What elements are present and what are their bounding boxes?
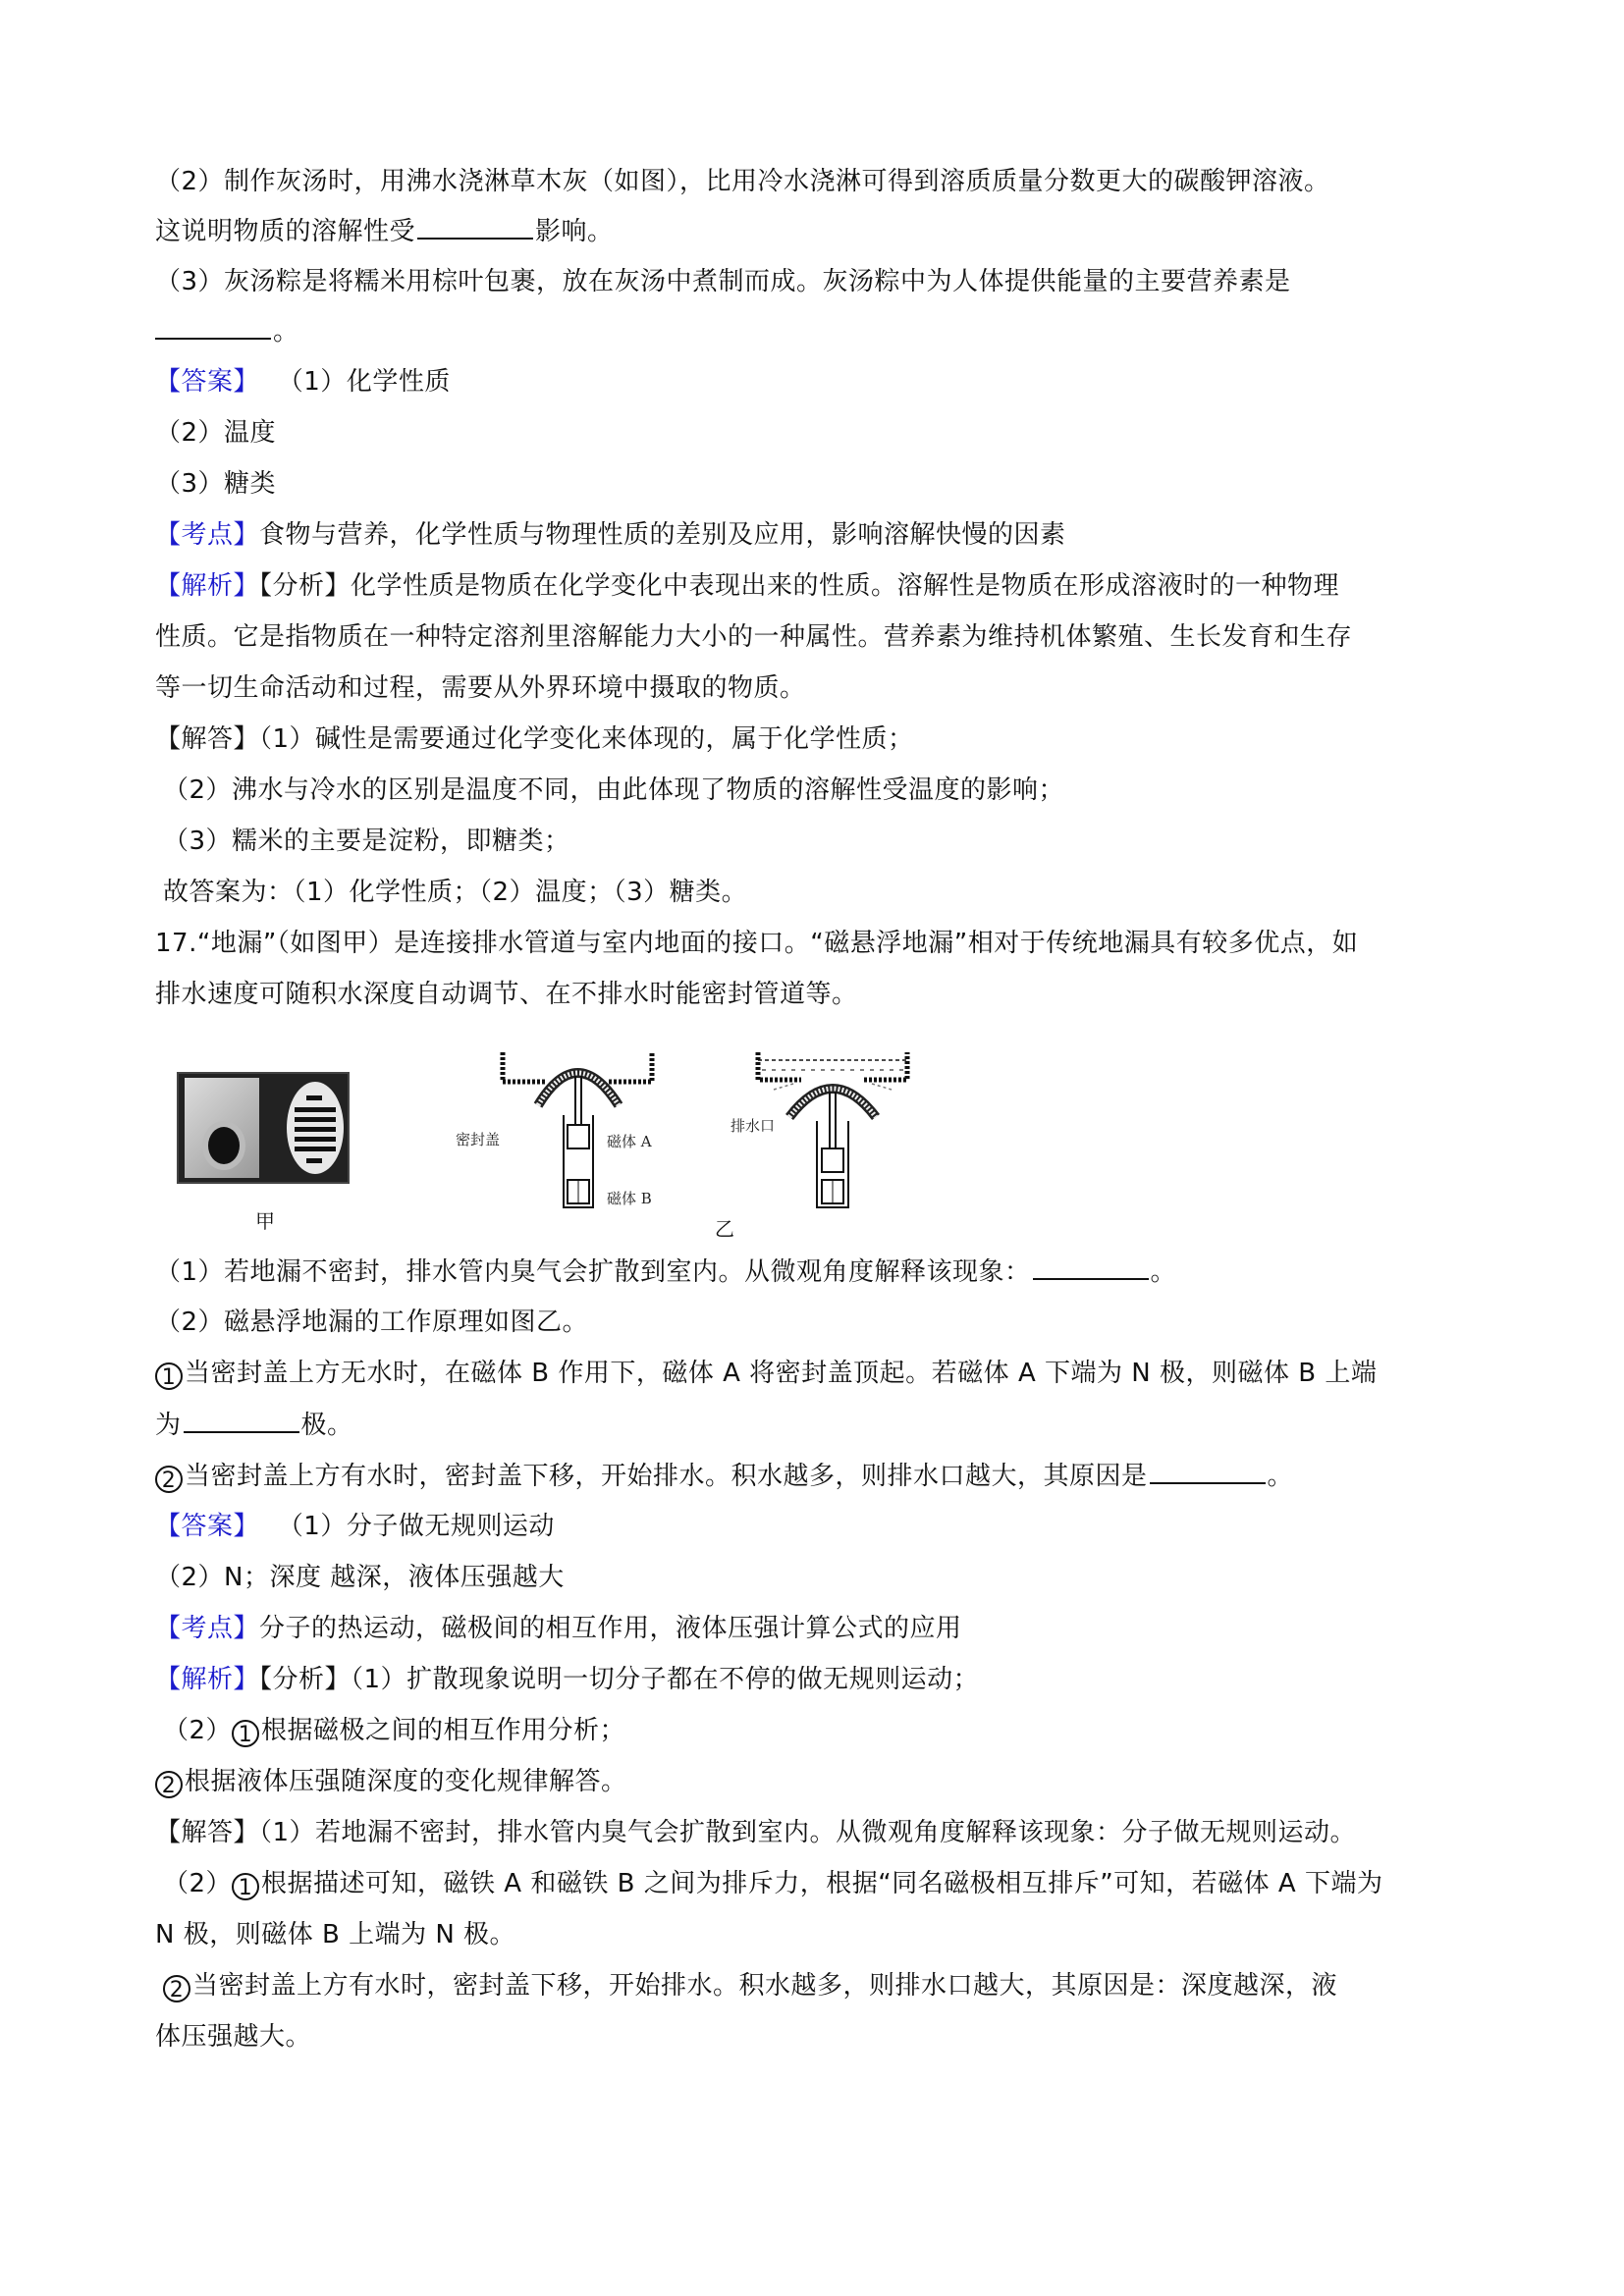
- circled-number-1: 1: [155, 1362, 183, 1390]
- q17-fenxi-3: [155, 1765, 627, 1798]
- label-outlet: 排水口: [731, 1117, 776, 1135]
- q16-part3-line1: （3）灰汤粽是将糯米用棕叶包裹，放在灰汤中煮制而成。灰汤粽中为人体提供能量的主要营养素是: [155, 267, 1291, 296]
- q17-fenxi-1: （1）扩散现象说明一切分子都在不停的做无规则运动；: [351, 1665, 980, 1694]
- q16-part3-line2: [155, 314, 299, 348]
- q17-jieda-2-prefix: （2）: [163, 1869, 233, 1898]
- circled-number-2: 2: [155, 1771, 183, 1798]
- q16-fenxi-line3: 等一切生命活动和过程，需要从外界环境中摄取的物质。: [155, 673, 806, 703]
- q17-sub1-end: 极。: [300, 1411, 353, 1440]
- magnetic-drain-diagram-wet: [754, 1041, 911, 1217]
- q16-fenxi-line2: 性质。它是指物质在一种特定溶剂里溶解能力大小的一种属性。营养素为维持机体繁殖、生长发育和生存: [155, 622, 1353, 652]
- q17-jiexi-line1: [155, 1663, 979, 1696]
- q17-stem-line1: 17.“地漏”（如图甲）是连接排水管道与室内地面的接口。“磁悬浮地漏”相对于传统地漏具有较多优点，如: [155, 929, 1359, 958]
- q17-answer-1: （1）分子做无规则运动: [277, 1512, 555, 1541]
- q16-jieda-line1: [155, 722, 914, 756]
- q17-stem-line2: 排水速度可随积水深度自动调节、在不排水时能密封管道等。: [155, 980, 858, 1009]
- label-jia: 甲: [255, 1209, 275, 1233]
- drain-hole: [208, 1127, 240, 1164]
- circled-number-2: 2: [155, 1466, 183, 1493]
- q17-jieda-2-line1: [163, 1867, 1383, 1900]
- q17-jieda-3-line2: 体压强越大。: [155, 2022, 312, 2052]
- q17-sub1-text: 当密封盖上方无水时，在磁体 B 作用下，磁体 A 将密封盖顶起。若磁体 A 下端为 N 极，则磁体 B 上端: [185, 1359, 1378, 1388]
- q17-sub2-text: 当密封盖上方有水时，密封盖下移，开始排水。积水越多，则排水口越大，其原因是: [185, 1462, 1148, 1491]
- q16-jieda-2: （2）沸水与冷水的区别是温度不同，由此体现了物质的溶解性受温度的影响；: [163, 775, 1065, 805]
- jieda-label: 【解答】: [155, 724, 260, 754]
- floor-drain-photo: [177, 1072, 350, 1184]
- q17-sub1-text2: 为: [155, 1411, 182, 1440]
- answer-blank: [1033, 1255, 1149, 1280]
- q17-part1-end: 。: [1150, 1257, 1177, 1287]
- drain-grate: [287, 1082, 344, 1174]
- q16-part2-text: 这说明物质的溶解性受: [155, 217, 416, 246]
- label-magnet-b: 磁体 B: [607, 1190, 652, 1207]
- q16-kaodian-line: [155, 518, 1066, 552]
- q17-sub1-line1: [155, 1357, 1377, 1390]
- q17-fenxi-2: [163, 1714, 625, 1747]
- circled-number-1: 1: [232, 1720, 259, 1747]
- q17-jieda-3-line1: [163, 1969, 1337, 2002]
- kaodian-tag: 【考点】: [155, 1614, 260, 1643]
- q16-part2-line2: [155, 214, 614, 248]
- q16-jieda-final: 故答案为：（1）化学性质；（2）温度；（3）糖类。: [163, 878, 748, 907]
- q17-jieda-3-text: 当密封盖上方有水时，密封盖下移，开始排水。积水越多，则排水口越大，其原因是：深度越深，液: [192, 1971, 1338, 2001]
- label-yi: 乙: [715, 1217, 734, 1241]
- q16-jieda-3: （3）糯米的主要是淀粉，即糖类；: [163, 827, 570, 856]
- q16-answer-3: （3）糖类: [155, 469, 277, 499]
- q17-answer-line: [155, 1510, 555, 1543]
- answer-blank: [417, 214, 533, 240]
- q17-jieda-line1: [155, 1816, 1356, 1849]
- q16-jieda-1: （1）碱性是需要通过化学变化来体现的，属于化学性质；: [259, 724, 914, 754]
- circled-number-2: 2: [163, 1975, 190, 2002]
- answer-tag: 【答案】: [155, 1512, 260, 1541]
- q16-jiexi-line1: [155, 569, 1339, 603]
- q16-answer-2: （2）温度: [155, 418, 277, 448]
- q17-jieda-1: （1）若地漏不密封，排水管内臭气会扩散到室内。从微观角度解释该现象：分子做无规则运动。: [259, 1818, 1357, 1847]
- q17-part1-text: （1）若地漏不密封，排水管内臭气会扩散到室内。从微观角度解释该现象：: [155, 1257, 1031, 1287]
- q17-fenxi-3-text: 根据液体压强随深度的变化规律解答。: [185, 1767, 627, 1796]
- q16-part2-line1: （2）制作灰汤时，用沸水浇淋草木灰（如图），比用冷水浇淋可得到溶质质量分数更大的碳酸钾溶液。: [155, 167, 1330, 196]
- jiexi-tag: 【解析】: [155, 571, 260, 601]
- q16-kaodian: 食物与营养，化学性质与物理性质的差别及应用，影响溶解快慢的因素: [259, 520, 1066, 550]
- q17-jieda-2-text: 根据描述可知，磁铁 A 和磁铁 B 之间为排斥力，根据“同名磁极相互排斥”可知，若磁体 A 下端为: [261, 1869, 1383, 1898]
- label-magnet-a: 磁体 A: [607, 1133, 652, 1150]
- jiexi-tag: 【解析】: [155, 1665, 260, 1694]
- q17-sub1-line2: [155, 1408, 353, 1442]
- q17-jieda-2-line2: N 极，则磁体 B 上端为 N 极。: [155, 1920, 516, 1949]
- answer-blank: [184, 1408, 299, 1433]
- jieda-label: 【解答】: [155, 1818, 260, 1847]
- q17-fenxi-2-prefix: （2）: [163, 1716, 233, 1745]
- q17-part1: [155, 1255, 1176, 1289]
- q17-kaodian-line: [155, 1612, 962, 1645]
- q16-fenxi-text: 化学性质是物质在化学变化中表现出来的性质。溶解性是物质在形成溶液时的一种物理: [351, 571, 1340, 601]
- q17-figure: [175, 1041, 941, 1247]
- q17-kaodian: 分子的热运动，磁极间的相互作用，液体压强计算公式的应用: [259, 1614, 962, 1643]
- q16-part2-text-end: 影响。: [535, 217, 614, 246]
- answer-blank: [155, 314, 271, 340]
- circled-number-1: 1: [232, 1873, 259, 1900]
- q17-sub2: [155, 1459, 1293, 1493]
- q17-answer-2: （2）N；深度 越深，液体压强越大: [155, 1563, 565, 1592]
- answer-blank: [1150, 1459, 1266, 1484]
- q16-part3-text-end: 。: [273, 317, 299, 347]
- q17-sub2-end: 。: [1267, 1462, 1294, 1491]
- kaodian-tag: 【考点】: [155, 520, 260, 550]
- answer-tag: 【答案】: [155, 367, 260, 397]
- q16-answer-line: [155, 365, 451, 399]
- q17-part2: （2）磁悬浮地漏的工作原理如图乙。: [155, 1308, 589, 1337]
- fenxi-label: 【分析】: [259, 571, 352, 601]
- label-seal-cover: 密封盖: [456, 1131, 501, 1148]
- fenxi-label: 【分析】: [259, 1665, 352, 1694]
- q17-fenxi-2-text: 根据磁极之间的相互作用分析；: [261, 1716, 626, 1745]
- q16-answer-1: （1）化学性质: [277, 367, 451, 397]
